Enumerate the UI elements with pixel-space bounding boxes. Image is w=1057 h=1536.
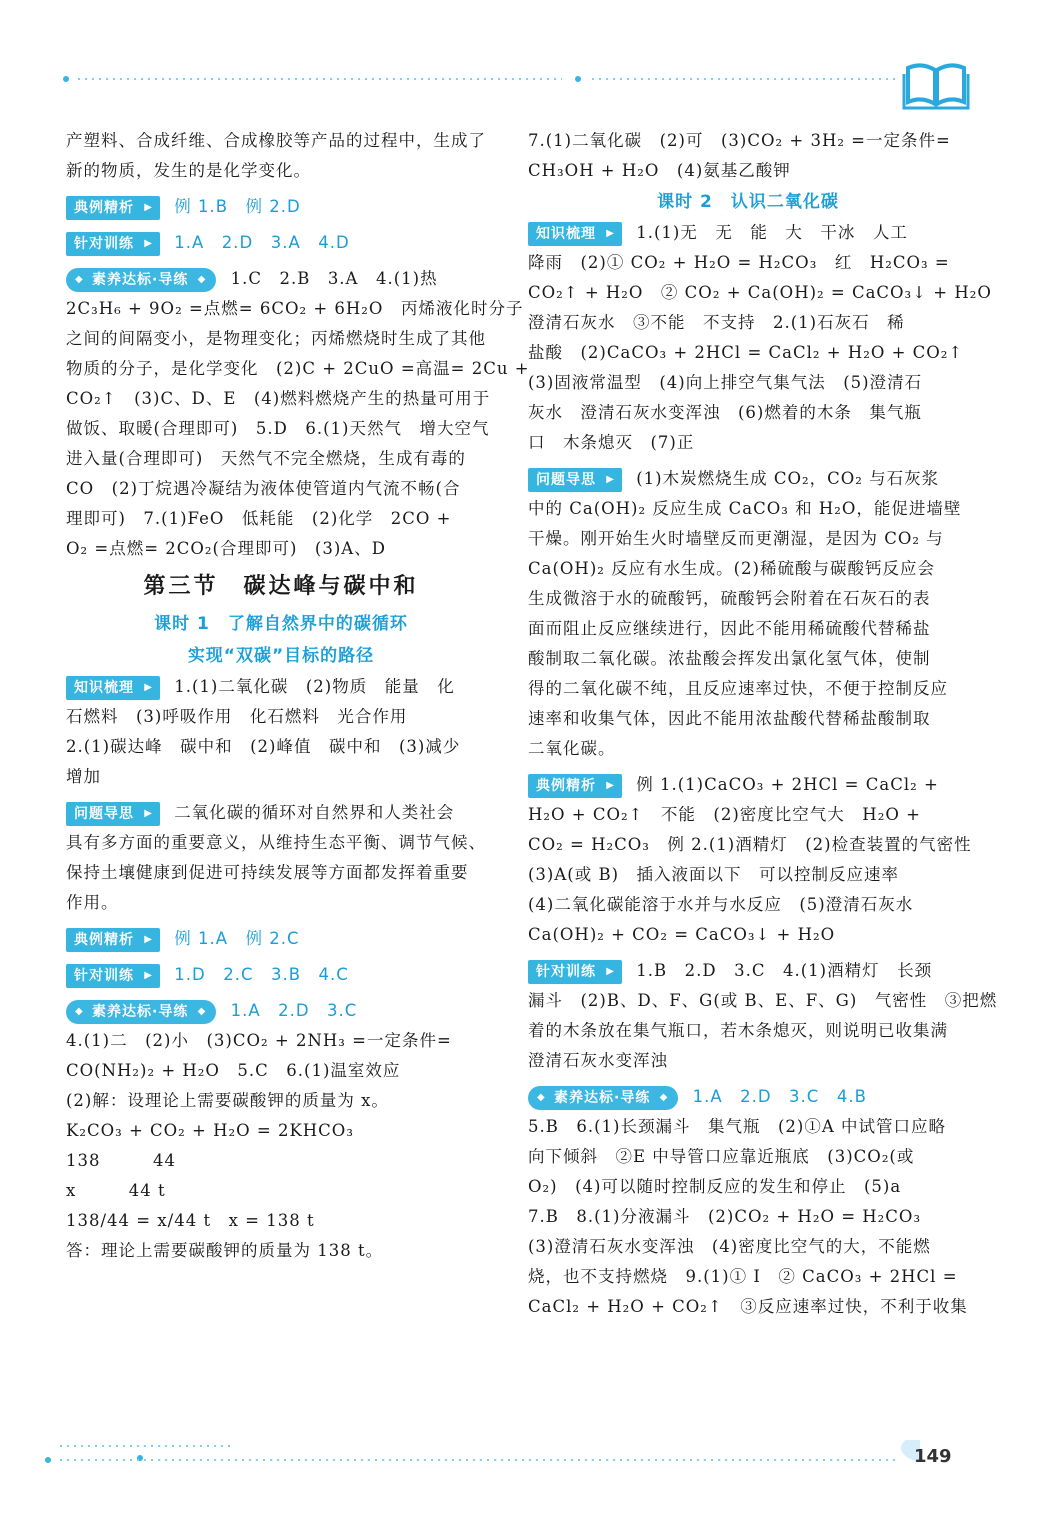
- left-column: [66, 126, 530, 1266]
- answer-row: [66, 996, 496, 1026]
- text-line: (3)澄清石灰水变浑浊 (4)密度比空气的大，不能燃: [528, 1237, 931, 1256]
- answer-text: 例 1.B 例 2.D: [174, 197, 301, 216]
- answer-row: [528, 464, 968, 494]
- tag-literacy: ◆ 素养达标·导练 ◆: [528, 1086, 678, 1110]
- text-line: CO₂↑ + H₂O ② CO₂ + Ca(OH)₂ = CaCO₃↓ + H₂O: [528, 283, 992, 302]
- answer-text: 1.C 2.B 3.A 4.(1)热: [230, 269, 438, 288]
- lesson-title: 课时 2 认识二氧化碳: [657, 192, 839, 212]
- text-line: 得的二氧化碳不纯，且反应速率过快，不便于控制反应: [528, 679, 948, 698]
- lesson-subtitle: 实现“双碳”目标的路径: [187, 646, 375, 666]
- tag-literacy: ◆ 素养达标·导练 ◆: [66, 1000, 216, 1024]
- text-line: 石燃料 (3)呼吸作用 化石燃料 光合作用: [66, 707, 408, 726]
- tag-knowledge: 知识梳理 ▶: [66, 676, 160, 700]
- tag-guide: 问题导思 ▶: [528, 468, 622, 492]
- answer-text: 1.(1)无 无 能 大 干冰 人工: [636, 223, 908, 242]
- tag-examples: 典例精析 ▶: [528, 774, 622, 798]
- tag-knowledge: 知识梳理 ▶: [528, 222, 622, 246]
- text-line: 酸制取二氧化碳。浓盐酸会挥发出氯化氢气体，使制: [528, 649, 931, 668]
- text-line: 产塑料、合成纤维、合成橡胶等产品的过程中，生成了: [66, 131, 486, 150]
- text-line: 澄清石灰水变浑浊: [528, 1051, 668, 1070]
- text-line: CO (2)丁烷遇冷凝结为液体使管道内气流不畅(合: [66, 479, 461, 498]
- answer-text: 1.D 2.C 3.B 4.C: [174, 965, 349, 984]
- text-line: CaCl₂ + H₂O + CO₂↑ ③反应速率过快，不利于收集: [528, 1297, 968, 1316]
- text-line: 作用。: [66, 893, 119, 912]
- text-line: 向下倾斜 ②E 中导管口应靠近瓶底 (3)CO₂(或: [528, 1147, 915, 1166]
- text-line: Ca(OH)₂ + CO₂ = CaCO₃↓ + H₂O: [528, 925, 836, 944]
- page-number: 149: [914, 1446, 952, 1467]
- text-line: 具有多方面的重要意义，从维持生态平衡、调节气候、: [66, 833, 486, 852]
- text-line: 增加: [66, 767, 101, 786]
- text-line: (4)二氧化碳能溶于水并与水反应 (5)澄清石灰水: [528, 895, 914, 914]
- answer-row: [528, 1082, 968, 1112]
- answer-text: 1.A 2.D 3.A 4.D: [174, 233, 350, 252]
- tag-guide: 问题导思 ▶: [66, 802, 160, 826]
- tag-examples: 典例精析 ▶: [66, 928, 160, 952]
- text-line: 干燥。刚开始生火时墙壁反而更潮湿，是因为 CO₂ 与: [528, 529, 944, 548]
- text-line: O₂) (4)可以随时控制反应的发生和停止 (5)a: [528, 1177, 902, 1196]
- text-line: (2)解：设理论上需要碳酸钾的质量为 x。: [66, 1091, 389, 1110]
- text-line: 澄清石灰水 ③不能 不支持 2.(1)石灰石 稀: [528, 313, 905, 332]
- text-line: O₂ =点燃= 2CO₂(合理即可) (3)A、D: [66, 539, 386, 558]
- text-line: 做饭、取暖(合理即可) 5.D 6.(1)天然气 增大空气: [66, 419, 490, 438]
- text-line: 物质的分子，是化学变化 (2)C + 2CuO =高温= 2Cu +: [66, 359, 530, 378]
- text-line: 答：理论上需要碳酸钾的质量为 138 t。: [66, 1241, 384, 1260]
- text-line: CO₂↑ (3)C、D、E (4)燃料燃烧产生的热量可用于: [66, 389, 491, 408]
- text-line: 138 44: [66, 1151, 176, 1170]
- text-line: CO(NH₂)₂ + H₂O 5.C 6.(1)温室效应: [66, 1061, 401, 1080]
- answer-row: [528, 218, 968, 248]
- answer-row: [528, 770, 968, 800]
- lesson-title: 课时 1 了解自然界中的碳循环: [154, 614, 408, 634]
- text-line: 2.(1)碳达峰 碳中和 (2)峰值 碳中和 (3)减少: [66, 737, 461, 756]
- text-line: 盐酸 (2)CaCO₃ + 2HCl = CaCl₂ + H₂O + CO₂↑: [528, 343, 964, 362]
- answer-text: 1.B 2.D 3.C 4.(1)酒精灯 长颈: [636, 961, 933, 980]
- text-line: 5.B 6.(1)长颈漏斗 集气瓶 (2)①A 中试管口应略: [528, 1117, 947, 1136]
- answer-text: 例 1.(1)CaCO₃ + 2HCl = CaCl₂ +: [636, 775, 939, 794]
- top-dotted-divider: [62, 74, 902, 84]
- text-line: 着的木条放在集气瓶口，若木条熄灭，则说明已收集满: [528, 1021, 948, 1040]
- answer-text: 例 1.A 例 2.C: [174, 929, 300, 948]
- answer-row: [66, 960, 496, 990]
- bottom-dotted-divider: [40, 1440, 920, 1470]
- text-line: 新的物质，发生的是化学变化。: [66, 161, 311, 180]
- text-line: 漏斗 (2)B、D、F、G(或 B、E、F、G) 气密性 ③把燃: [528, 991, 998, 1010]
- text-line: (3)A(或 B) 插入液面以下 可以控制反应速率: [528, 865, 900, 884]
- text-line: 7.(1)二氧化碳 (2)可 (3)CO₂ + 3H₂ =一定条件=: [528, 131, 951, 150]
- answer-text: 二氧化碳的循环对自然界和人类社会: [174, 803, 455, 822]
- text-line: 进入量(合理即可) 天然气不完全燃烧，生成有毒的: [66, 449, 466, 468]
- answer-row: [66, 924, 496, 954]
- right-column: [528, 126, 998, 1322]
- text-line: 面而阻止反应继续进行，因此不能用稀硫酸代替稀盐: [528, 619, 931, 638]
- answer-row: [66, 264, 496, 294]
- answer-text: 1.A 2.D 3.C 4.B: [692, 1087, 867, 1106]
- text-line: 生成微溶于水的硫酸钙，硫酸钙会附着在石灰石的表: [528, 589, 931, 608]
- book-icon: [902, 58, 970, 110]
- answer-row: [528, 956, 968, 986]
- tag-examples: 典例精析 ▶: [66, 196, 160, 220]
- text-line: CO₂ = H₂CO₃ 例 2.(1)酒精灯 (2)检查装置的气密性: [528, 835, 972, 854]
- text-line: CH₃OH + H₂O (4)氨基乙酸钾: [528, 161, 791, 180]
- text-line: 138/44 = x/44 t x = 138 t: [66, 1211, 315, 1230]
- section-title: 第三节 碳达峰与碳中和: [143, 573, 419, 599]
- text-line: (3)固液常温型 (4)向上排空气集气法 (5)澄清石: [528, 373, 923, 392]
- text-line: 2C₃H₆ + 9O₂ =点燃= 6CO₂ + 6H₂O 丙烯液化时分子: [66, 299, 524, 318]
- text-line: 速率和收集气体，因此不能用浓盐酸代替稀盐酸制取: [528, 709, 931, 728]
- text-line: 保持土壤健康到促进可持续发展等方面都发挥着重要: [66, 863, 469, 882]
- text-line: 二氧化碳。: [528, 739, 616, 758]
- text-line: 之间的间隔变小，是物理变化；丙烯燃烧时生成了其他: [66, 329, 486, 348]
- answer-text: 1.(1)二氧化碳 (2)物质 能量 化: [174, 677, 455, 696]
- answer-row: [66, 228, 496, 258]
- tag-training: 针对训练 ▶: [528, 960, 622, 984]
- text-line: 灰水 澄清石灰水变浑浊 (6)燃着的木条 集气瓶: [528, 403, 922, 422]
- tag-literacy: ◆ 素养达标·导练 ◆: [66, 268, 216, 292]
- text-line: 7.B 8.(1)分液漏斗 (2)CO₂ + H₂O = H₂CO₃: [528, 1207, 922, 1226]
- text-line: 烧，也不支持燃烧 9.(1)① Ⅰ ② CaCO₃ + 2HCl =: [528, 1267, 958, 1286]
- answer-row: [66, 192, 496, 222]
- tag-training: 针对训练 ▶: [66, 964, 160, 988]
- text-line: 口 木条熄灭 (7)正: [528, 433, 695, 452]
- text-line: 降雨 (2)① CO₂ + H₂O = H₂CO₃ 红 H₂CO₃ =: [528, 253, 950, 272]
- text-line: 中的 Ca(OH)₂ 反应生成 CaCO₃ 和 H₂O，能促进墙壁: [528, 499, 962, 518]
- text-line: Ca(OH)₂ 反应有水生成。(2)稀硫酸与碳酸钙反应会: [528, 559, 935, 578]
- answer-row: [66, 798, 496, 828]
- text-line: x 44 t: [66, 1181, 166, 1200]
- answer-text: (1)木炭燃烧生成 CO₂，CO₂ 与石灰浆: [636, 469, 940, 488]
- answer-text: 1.A 2.D 3.C: [230, 1001, 358, 1020]
- text-line: 4.(1)二 (2)小 (3)CO₂ + 2NH₃ =一定条件=: [66, 1031, 452, 1050]
- text-line: K₂CO₃ + CO₂ + H₂O = 2KHCO₃: [66, 1121, 354, 1140]
- tag-training: 针对训练 ▶: [66, 232, 160, 256]
- answer-row: [66, 672, 496, 702]
- text-line: H₂O + CO₂↑ 不能 (2)密度比空气大 H₂O +: [528, 805, 921, 824]
- text-line: 理即可) 7.(1)FeO 低耗能 (2)化学 2CO +: [66, 509, 452, 528]
